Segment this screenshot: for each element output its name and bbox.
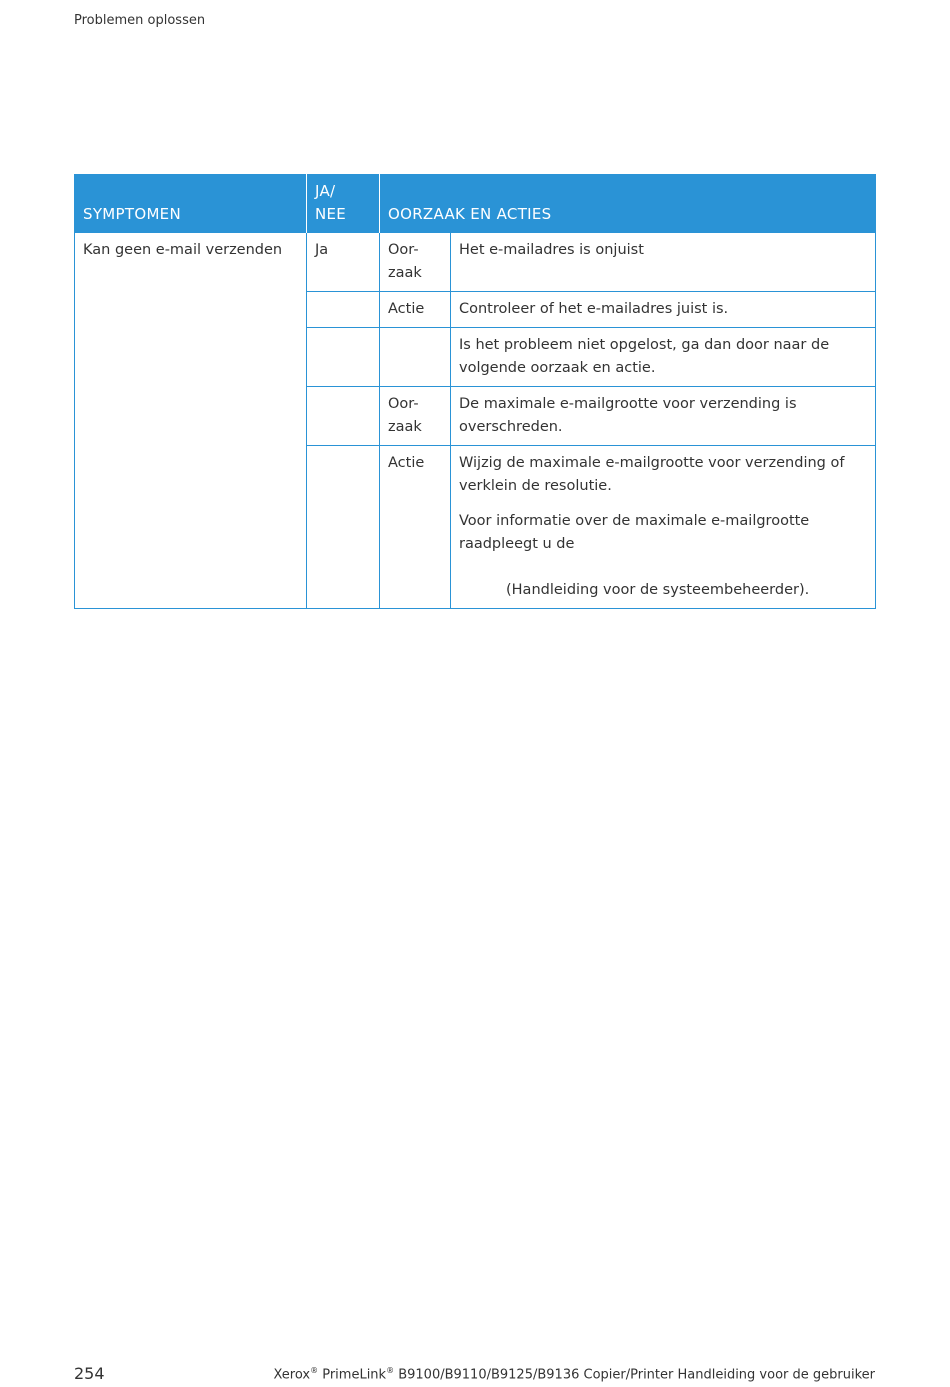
product: PrimeLink xyxy=(322,1367,387,1383)
registered-mark: ® xyxy=(386,1366,395,1375)
header-cause-actions: OORZAAK EN ACTIES xyxy=(380,174,876,233)
type-cell: Actie xyxy=(380,446,451,609)
text-cell xyxy=(451,446,876,609)
type-cell xyxy=(380,328,451,387)
page-number: 254 xyxy=(74,1364,105,1383)
answer-cell xyxy=(307,446,380,609)
text-cell: De maximale e-mailgrootte voor verzending is overschreden. xyxy=(451,387,876,446)
header-yes-no: JA/ NEE xyxy=(307,174,380,233)
answer-cell xyxy=(307,328,380,387)
header-symptoms: SYMPTOMEN xyxy=(75,174,307,233)
answer-cell xyxy=(307,387,380,446)
text-cell: Het e-mailadres is onjuist xyxy=(451,233,876,292)
registered-mark: ® xyxy=(310,1366,319,1375)
type-cell: Oor- zaak xyxy=(380,387,451,446)
type-cell: Oor- zaak xyxy=(380,233,451,292)
action-text: Wijzig de maximale e-mailgrootte voor verzending of verklein de resolutie. xyxy=(459,455,845,494)
text-cell: Is het probleem niet opgelost, ga dan door naar de volgende oorzaak en actie. xyxy=(451,328,876,387)
answer-cell: Ja xyxy=(307,233,380,292)
reference-text: Voor informatie over de maximale e-mailgrootte raadpleegt u de xyxy=(459,513,810,552)
running-header: Problemen oplossen xyxy=(74,13,206,28)
troubleshooting-table xyxy=(74,174,876,609)
text-cell: Controleer of het e-mailadres juist is. xyxy=(451,292,876,328)
table-header-row xyxy=(75,174,876,233)
symptom-cell: Kan geen e-mail verzenden xyxy=(75,233,307,609)
footer-title xyxy=(273,1366,875,1382)
type-cell: Actie xyxy=(380,292,451,328)
reference-guide-link: (Handleiding voor de systeembeheerder). xyxy=(506,582,810,598)
table-row xyxy=(75,233,876,292)
brand: Xerox xyxy=(273,1367,311,1383)
answer-cell xyxy=(307,292,380,328)
document-title: B9100/B9110/B9125/B9136 Copier/Printer Handleiding voor de gebruiker xyxy=(394,1367,875,1383)
